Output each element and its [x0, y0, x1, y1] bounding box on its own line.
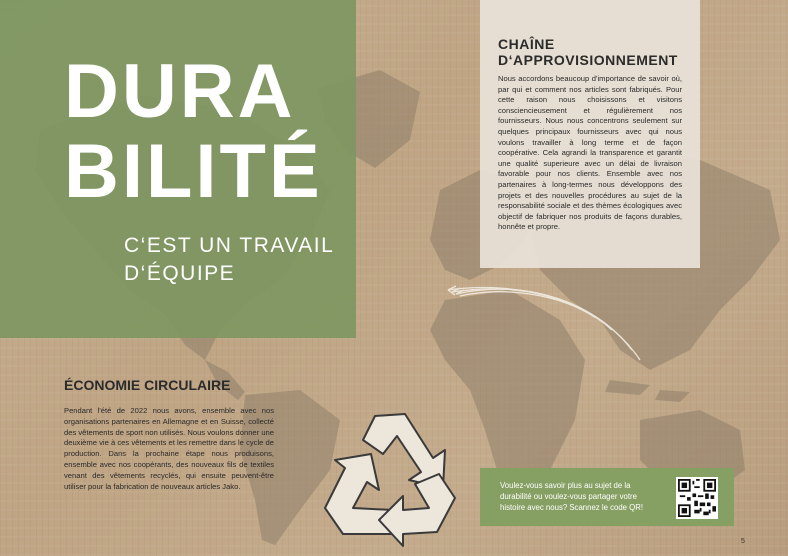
supply-chain-heading-line1: CHAÎNE	[498, 36, 555, 52]
hero-subtitle-line1: C‘EST UN TRAVAIL	[124, 234, 335, 257]
hero-subtitle	[124, 232, 334, 288]
recycle-icon	[305, 398, 470, 548]
supply-chain-heading-line2: D‘APPROVISIONNEMENT	[498, 52, 678, 68]
circular-economy-heading: ÉCONOMIE CIRCULAIRE	[64, 377, 231, 393]
circular-economy-section	[64, 376, 274, 492]
circular-economy-body: Pendant l'été de 2022 nous avons, ensemble avec nos organisations partenaires en Allemagne et en Suisse, collecté des vêtements de sport non utilisés. Nous voulons donner une deuxième vie à ces vêtements et les remettre dans le cycle de production. Dans la prochaine étape nous produisons, ensemble avec nos coopérants, des nouveaux fils de textiles venant des vêtements recyclés, qui ensuite peuvent-être utiliser pour la fabrication de nouveaux articles Jako.	[64, 406, 274, 491]
page-number: 5	[741, 538, 745, 545]
supply-chain-body: Nous accordons beaucoup d'importance de savoir où, par qui et comment nos articles sont fabriqués. Pour cette raison nous choisissons et visitons consciencieusement et régulièrement nos fournisseurs. Nous nous concentrons seulement sur quelques principaux fournisseurs avec qui nous voulons travailler à long terme et de façon coopérative. Cela agrandi la transparence et garantit une qualité superieure avec un délai de livraison favorable pour nos clients. Ensemble avec nos partenaires à long-termes nous développons des projets et des nouvelles procédures au sujet de la responsabilité sociale et des thèmes écologiques avec objectif de fabriquer nos produits de façons durables, honnête et propre.	[498, 74, 682, 232]
qr-code-icon	[678, 479, 716, 517]
supply-chain-heading	[498, 36, 682, 68]
qr-code[interactable]	[676, 477, 718, 519]
hero-title	[64, 49, 323, 214]
hero-title-line2: BILITÉ	[64, 129, 323, 214]
hero-title-line1: DURA	[64, 49, 296, 134]
qr-callout-text: Voulez-vous savoir plus au sujet de la durabilité ou voulez-vous partager votre histoire avec nous? Scannez le code QR!	[500, 481, 644, 512]
supply-chain-panel	[480, 0, 700, 268]
qr-callout	[480, 468, 734, 526]
hero-subtitle-line2: D‘ÉQUIPE	[124, 262, 236, 285]
